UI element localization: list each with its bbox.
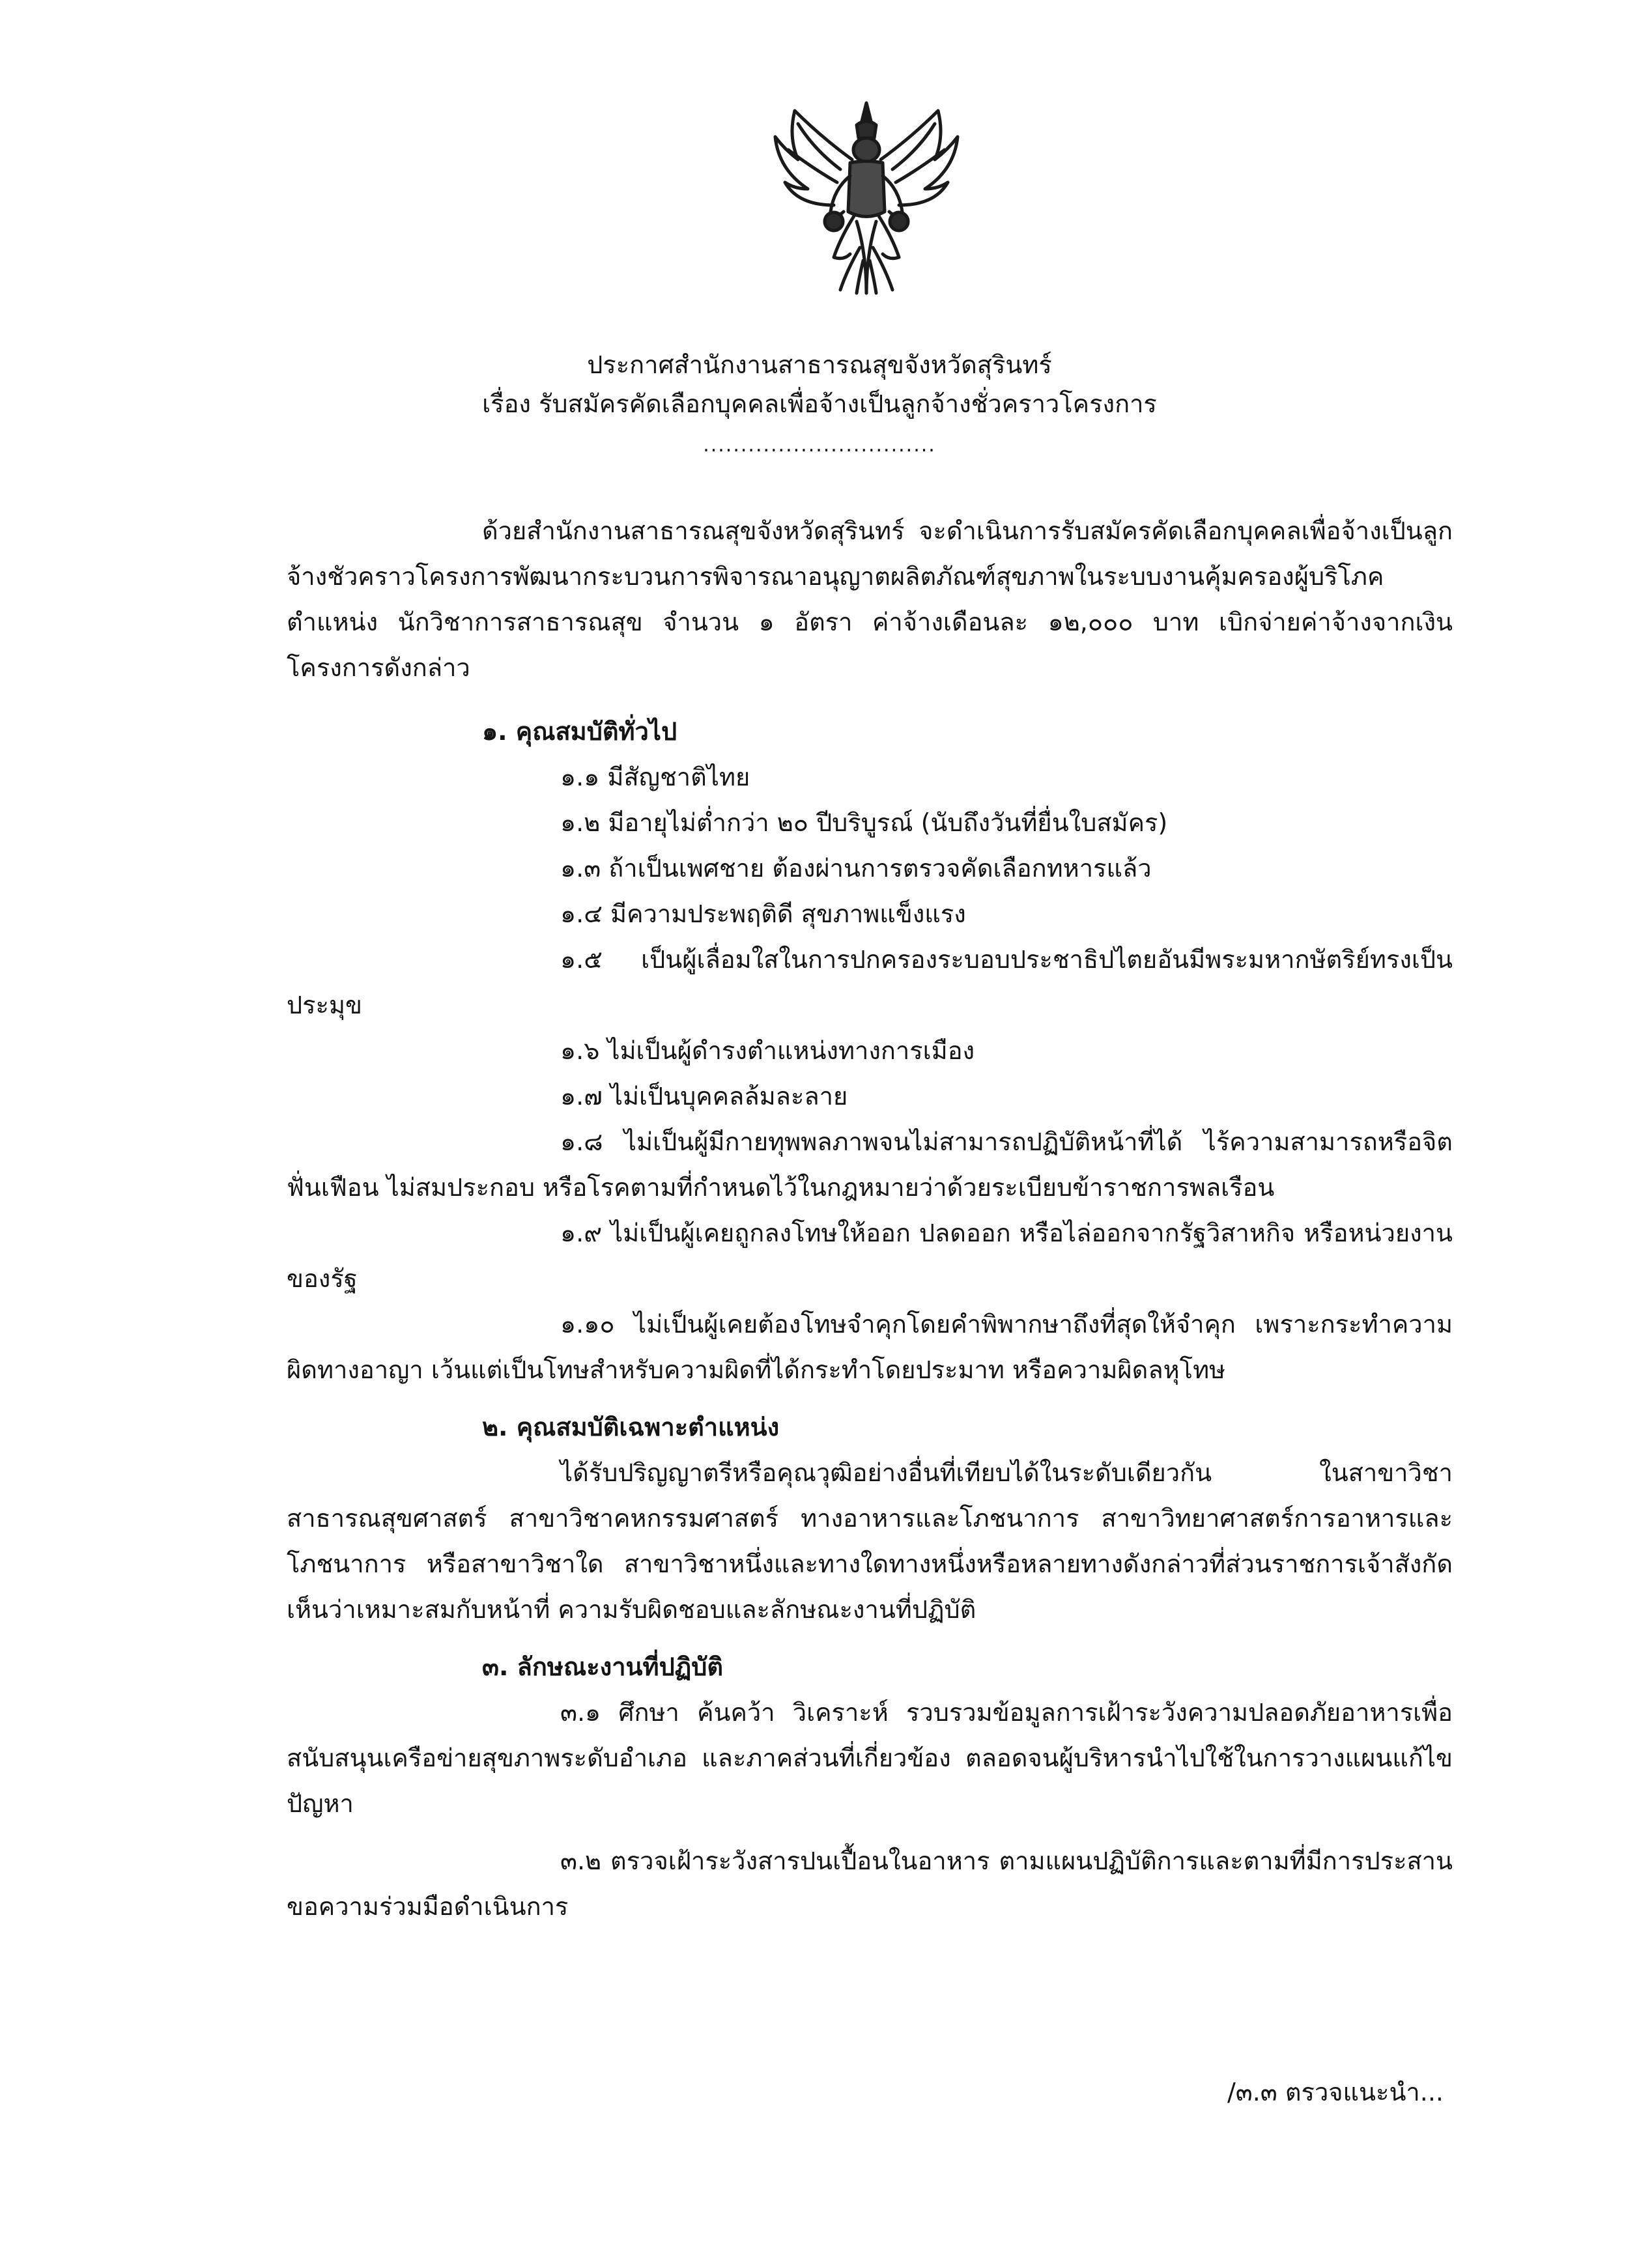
list-item: ๑.๕ เป็นผู้เลื่อมใสในการปกครองระบอบประชาธิปไตยอันมีพระมหากษัตริย์ทรงเป็นประมุข (287, 945, 1453, 1019)
section-1-heading: ๑. คุณสมบัติทั่วไป (482, 717, 677, 746)
header-divider-dots: ............................... (703, 434, 936, 457)
section-2-heading: ๒. คุณสมบัติเฉพาะตำแหน่ง (482, 1413, 780, 1441)
next-page-continuation: /๓.๓ ตรวจแนะนำ... (1227, 2078, 1444, 2106)
list-item: ๑.๘ ไม่เป็นผู้มีกายทุพพลภาพจนไม่สามารถปฏิบัติหน้าที่ได้ ไร้ความสามารถหรือจิตฟั่นเฟือน ไม่สมประกอบ หรือโรคตามที่กำหนดไว้ในกฎหมายว่าด้วยระเบียบข้าราชการพลเรือน (287, 1127, 1453, 1202)
list-item: ๑.๙ ไม่เป็นผู้เคยถูกลงโทษให้ออก ปลดออก หรือไล่ออกจากรัฐวิสาหกิจ หรือหน่วยงานของรัฐ (287, 1219, 1453, 1293)
list-item: ๑.๗ ไม่เป็นบุคคลล้มละลาย (560, 1082, 848, 1111)
list-item: ๓.๒ ตรวจเฝ้าระวังสารปนเปื้อนในอาหาร ตามแผนปฏิบัติการและตามที่มีการประสานขอความร่วมมือดำเนินการ (287, 1847, 1453, 1921)
list-item: ๑.๔ มีความประพฤติดี สุขภาพแข็งแรง (560, 900, 966, 928)
announcement-header (0, 345, 1639, 465)
intro-paragraph: ด้วยสำนักงานสาธารณสุขจังหวัดสุรินทร์ จะดำเนินการรับสมัครคัดเลือกบุคคลเพื่อจ้างเป็นลูกจ้างชัวคราวโครงการพัฒนากระบวนการพิจารณาอนุญาตผลิตภัณฑ์สุขภาพในระบบงานคุ้มครองผู้บริโภค ตำแหน่ง นักวิชาการสาธารณสุข จำนวน ๑ อัตรา ค่าจ้างเดือนละ ๑๒,๐๐๐ บาท เบิกจ่ายค่าจ้างจากเงินโครงการดังกล่าว (287, 517, 1453, 682)
list-item: ๑.๒ มีอายุไม่ต่ำกว่า ๒๐ ปีบริบูรณ์ (นับถึงวันที่ยื่นใบสมัคร) (560, 808, 1168, 837)
garuda-emblem (769, 98, 964, 300)
issuer-title: ประกาศสำนักงานสาธารณสุขจังหวัดสุรินทร์ (587, 350, 1052, 379)
section-3-heading: ๓. ลักษณะงานที่ปฏิบัติ (482, 1652, 723, 1681)
list-item: ๑.๓ ถ้าเป็นเพศชาย ต้องผ่านการตรวจคัดเลือกทหารแล้ว (560, 854, 1152, 883)
list-item: ๑.๑๐ ไม่เป็นผู้เคยต้องโทษจำคุกโดยคำพิพากษาถึงที่สุดให้จำคุก เพราะกระทำความผิดทางอาญา เว้นแต่เป็นโทษสำหรับความผิดที่ได้กระทำโดยประมาท หรือความผิดลหุโทษ (287, 1310, 1453, 1384)
list-item: ๑.๑ มีสัญชาติไทย (560, 763, 750, 791)
list-item: ๑.๖ ไม่เป็นผู้ดำรงตำแหน่งทางการเมือง (560, 1036, 975, 1065)
section-2-text: ได้รับปริญญาตรีหรือคุณวุฒิอย่างอื่นที่เทียบได้ในระดับเดียวกัน ในสาขาวิชาสาธารณสุขศาสตร์ สาขาวิชาคหกรรมศาสตร์ ทางอาหารและโภชนาการ สาขาวิทยาศาสตร์การอาหารและโภชนาการ หรือสาขาวิชาใด สาขาวิชาหนึ่งและทางใดทางหนึ่งหรือหลายทางดังกล่าวที่ส่วนราชการเจ้าสังกัดเห็นว่าเหมาะสมกับหน้าที่ ความรับผิดชอบและลักษณะงานที่ปฏิบัติ (287, 1458, 1453, 1624)
document-body (287, 508, 1453, 1929)
subject-line: เรื่อง รับสมัครคัดเลือกบุคคลเพื่อจ้างเป็นลูกจ้างชั่วคราวโครงการ (482, 390, 1157, 418)
list-item: ๓.๑ ศึกษา ค้นคว้า วิเคราะห์ รวบรวมข้อมูลการเฝ้าระวังความปลอดภัยอาหารเพื่อสนับสนุนเครือข่ายสุขภาพระดับอำเภอ และภาคส่วนที่เกี่ยวข้อง ตลอดจนผู้บริหารนำไปใช้ในการวางแผนแก้ไขปัญหา (287, 1698, 1453, 1818)
